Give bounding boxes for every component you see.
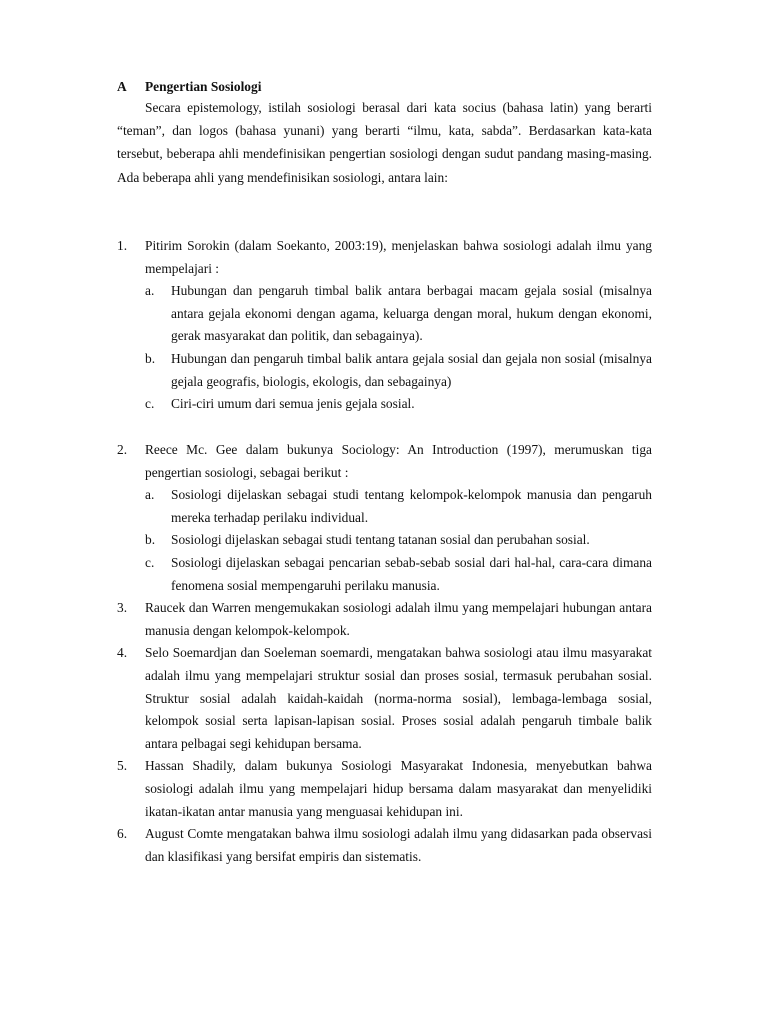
section-heading: [117, 79, 261, 95]
definition-list-2: [117, 439, 652, 868]
item-text: Pitirim Sorokin (dalam Soekanto, 2003:19), menjelaskan bahwa sosiologi adalah ilmu yang mempelajari :: [145, 238, 652, 276]
item-number: 3.: [117, 600, 128, 616]
sub-item-label: c.: [145, 554, 155, 570]
item-number: 6.: [117, 826, 128, 842]
sub-item-text: Sosiologi dijelaskan sebagai studi tentang tatanan sosial dan perubahan sosial.: [171, 532, 590, 548]
sub-item-text: Sosiologi dijelaskan sebagai studi tentang kelompok-kelompok manusia dan pengaruh mereka terhadap perilaku individual.: [171, 487, 652, 525]
sub-item-label: b.: [145, 350, 156, 366]
sub-list-item: [145, 348, 652, 393]
sub-list-item: [145, 552, 652, 597]
definition-list-1: [117, 235, 652, 416]
item-text: Selo Soemardjan dan Soeleman soemardi, mengatakan bahwa sosiologi atau ilmu masyarakat adalah ilmu yang mempelajari struktur sosial dan proses sosial, termasuk perubahan sosial. Struktur sosial adalah kaidah-kaidah (norma-norma sosial), lembaga-lembaga sosial, kelompok sosial serta lapisan-lapisan sosial. Proses sosial adalah pengaruh timbale balik antara pelbagai segi kehidupan bersama.: [145, 645, 652, 751]
list-item: [117, 642, 652, 755]
list-item: [117, 823, 652, 868]
sub-list-item: [145, 484, 652, 529]
section-letter: A: [117, 79, 127, 94]
item-text: Raucek dan Warren mengemukakan sosiologi adalah ilmu yang mempelajari hubungan antara manusia dengan kelompok-kelompok.: [145, 600, 652, 638]
intro-paragraph: Secara epistemology, istilah sosiologi berasal dari kata socius (bahasa latin) yang berarti “teman”, dan logos (bahasa yunani) yang berarti “ilmu, kata, sabda”. Berdasarkan kata-kata tersebut, beberapa ahli mendefinisikan pengertian sosiologi dengan sudut pandang masing-masing. Ada beberapa ahli yang mendefinisikan sosiologi, antara lain:: [117, 100, 652, 185]
item-number: 2.: [117, 442, 128, 457]
sub-list-item: [145, 393, 652, 416]
item-number: 5.: [117, 758, 128, 774]
item-text: Reece Mc. Gee dalam bukunya Sociology: An Introduction (1997), merumuskan tiga pengertian sosiologi, sebagai berikut :: [145, 442, 652, 480]
sub-item-label: b.: [145, 532, 156, 548]
sub-list-item: [145, 280, 652, 348]
sub-item-label: c.: [145, 396, 155, 412]
item-number: 1.: [117, 238, 128, 253]
list-item: [117, 235, 652, 416]
sub-list: [145, 484, 652, 597]
item-number: 4.: [117, 645, 128, 661]
sub-item-label: a.: [145, 283, 155, 299]
sub-item-text: Hubungan dan pengaruh timbal balik antara gejala sosial dan gejala non sosial (misalnya gejala geografis, biologis, ekologis, dan sebagainya): [171, 350, 652, 389]
section-title: Pengertian Sosiologi: [145, 79, 262, 94]
sub-item-text: Ciri-ciri umum dari semua jenis gejala sosial.: [171, 396, 415, 412]
sub-list-item: [145, 529, 652, 552]
sub-item-text: Sosiologi dijelaskan sebagai pencarian sebab-sebab sosial dari hal-hal, cara-cara dimana fenomena sosial mempengaruhi perilaku manusia.: [171, 554, 652, 593]
list-item: [117, 597, 652, 642]
list-item: [117, 439, 652, 597]
sub-item-label: a.: [145, 487, 155, 503]
sub-list: [145, 280, 652, 416]
item-text: August Comte mengatakan bahwa ilmu sosiologi adalah ilmu yang didasarkan pada observasi dan klasifikasi yang bersifat empiris dan sistematis.: [145, 826, 652, 864]
item-text: Hassan Shadily, dalam bukunya Sosiologi Masyarakat Indonesia, menyebutkan bahwa sosiologi adalah ilmu yang mempelajari hidup bersama dalam masyarakat dan menyelidiki ikatan-ikatan antar manusia yang menguasai kehidupan ini.: [145, 758, 652, 819]
sub-item-text: Hubungan dan pengaruh timbal balik antara berbagai macam gejala sosial (misalnya antara gejala ekonomi dengan agama, keluarga dengan moral, hukum dengan ekonomi, gerak masyarakat dan politik, dan sebagainya).: [171, 283, 652, 344]
list-item: [117, 755, 652, 823]
